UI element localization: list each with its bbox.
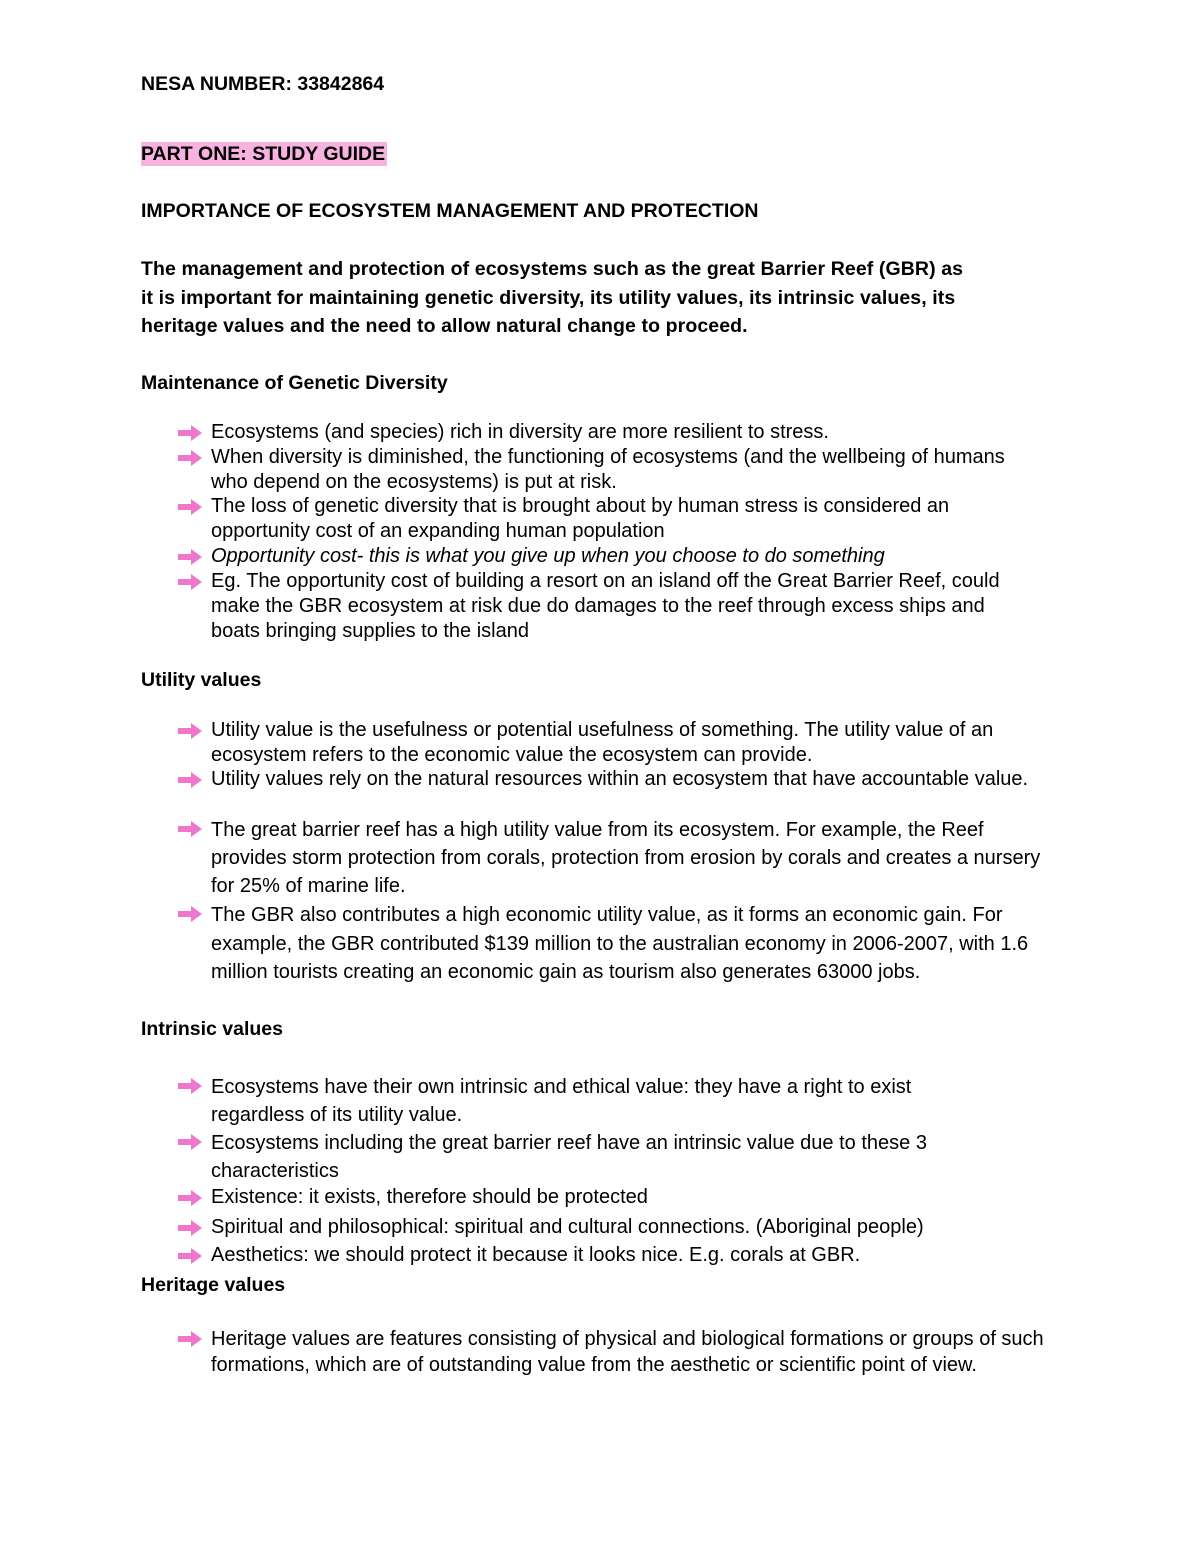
right-arrow-icon <box>177 573 203 591</box>
right-arrow-icon <box>177 722 203 740</box>
list-item: Existence: it exists, therefore should be protected <box>211 1186 648 1208</box>
right-arrow-icon <box>177 771 203 789</box>
intro-line-3: heritage values and the need to allow natural change to proceed. <box>141 315 748 337</box>
section-heading-intrinsic: Intrinsic values <box>141 1018 283 1040</box>
list-item: Utility value is the usefulness or potential usefulness of something. The utility value of an ecosystem refers to the economic value the ecosystem can provide. <box>211 719 994 766</box>
intro-line-2: it is important for maintaining genetic diversity, its utility values, its intrinsic values, its <box>141 287 956 309</box>
right-arrow-icon <box>177 449 203 467</box>
list-item: The GBR also contributes a high economic utility value, as it forms an economic gain. For example, the GBR contributed $139 million to the australian economy in 2006-2007, with 1.6 million tourists creating an economic gain as tourism also generates 63000 jobs. <box>211 904 1029 983</box>
part-title-highlight: PART ONE: STUDY GUIDE <box>141 143 386 165</box>
nesa-number: NESA NUMBER: 33842864 <box>141 73 385 95</box>
list-item: Opportunity cost- this is what you give up when you choose to do something <box>211 545 885 567</box>
right-arrow-icon <box>177 1247 203 1265</box>
list-item: Eg. The opportunity cost of building a resort on an island off the Great Barrier Reef, could make the GBR ecosystem at risk due do damages to the reef through excess ships and boats bringing supplies to the island <box>211 570 1000 642</box>
list-item: Aesthetics: we should protect it because it looks nice. E.g. corals at GBR. <box>211 1244 861 1266</box>
list-item: The loss of genetic diversity that is brought about by human stress is considered an opportunity cost of an expanding human population <box>211 495 950 542</box>
section-heading-utility: Utility values <box>141 669 262 691</box>
list-item: The great barrier reef has a high utility value from its ecosystem. For example, the Reef provides storm protection from corals, protection from erosion by corals and creates a nursery for 25% of marine life. <box>211 819 1041 897</box>
main-heading: IMPORTANCE OF ECOSYSTEM MANAGEMENT AND PROTECTION <box>141 200 759 222</box>
right-arrow-icon <box>177 820 203 838</box>
list-item: Spiritual and philosophical: spiritual and cultural connections. (Aboriginal people) <box>211 1216 924 1238</box>
right-arrow-icon <box>177 498 203 516</box>
section-heading-genetic: Maintenance of Genetic Diversity <box>141 372 448 394</box>
right-arrow-icon <box>177 1219 203 1237</box>
list-item: When diversity is diminished, the functioning of ecosystems (and the wellbeing of humans who depend on the ecosystems) is put at risk. <box>211 446 1005 493</box>
right-arrow-icon <box>177 905 203 923</box>
list-item: Heritage values are features consisting of physical and biological formations or groups of such formations, which are of outstanding value from the aesthetic or scientific point of view. <box>211 1328 1044 1376</box>
right-arrow-icon <box>177 1189 203 1207</box>
list-item: Ecosystems (and species) rich in diversity are more resilient to stress. <box>211 421 829 443</box>
section-heading-heritage: Heritage values <box>141 1274 286 1296</box>
right-arrow-icon <box>177 548 203 566</box>
right-arrow-icon <box>177 1077 203 1095</box>
list-item: Utility values rely on the natural resources within an ecosystem that have accountable value. <box>211 768 1029 790</box>
list-item: Ecosystems have their own intrinsic and ethical value: they have a right to exist regardless of its utility value. <box>211 1076 912 1126</box>
right-arrow-icon <box>177 424 203 442</box>
right-arrow-icon <box>177 1330 203 1348</box>
part-title <box>141 143 387 166</box>
right-arrow-icon <box>177 1133 203 1151</box>
intro-line-1: The management and protection of ecosystems such as the great Barrier Reef (GBR) as <box>141 258 964 280</box>
list-item: Ecosystems including the great barrier reef have an intrinsic value due to these 3 characteristics <box>211 1132 927 1182</box>
